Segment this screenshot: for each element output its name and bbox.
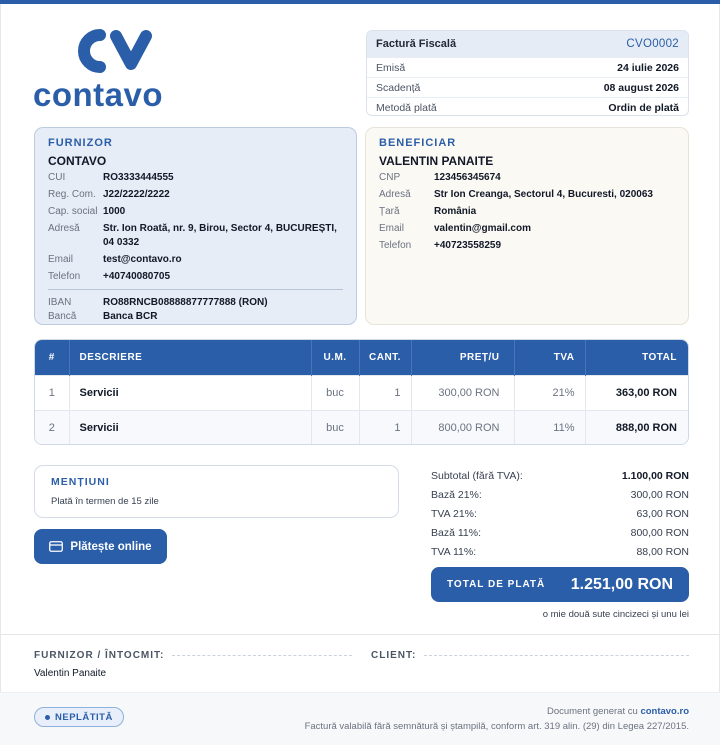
credit-card-icon — [49, 541, 63, 552]
items-table — [34, 339, 689, 445]
generated-prefix: Document generat cu — [546, 706, 638, 717]
field-label: Telefon — [379, 240, 412, 251]
cell-number: 1 — [35, 375, 69, 410]
col-header-number: # — [35, 340, 69, 375]
meta-label: Emisă — [376, 61, 406, 74]
supplier-box — [34, 127, 357, 325]
table-row — [35, 375, 689, 410]
total-label: Bază 11%: — [431, 526, 482, 539]
invoice-meta-box — [366, 30, 689, 116]
mentions-box — [34, 465, 399, 518]
field-value: Str Ion Creanga, Sectorul 4, Bucuresti, 020063 — [434, 189, 653, 200]
grand-total-label: TOTAL DE PLATĂ — [447, 579, 546, 590]
cell-unit: buc — [311, 375, 359, 410]
total-label: TVA 11%: — [431, 545, 477, 558]
field-value: RO3333444555 — [103, 172, 174, 183]
field-value: J22/2222/2222 — [103, 189, 170, 200]
total-value: 1.100,00 RON — [621, 469, 689, 482]
supplier-name: CONTAVO — [48, 154, 107, 168]
field-value: RO88RNCB08888877777888 (RON) — [103, 297, 268, 308]
invoice-due-date-row — [367, 77, 688, 97]
client-field — [379, 222, 675, 236]
field-value: 1000 — [103, 206, 126, 217]
col-header-description: DESCRIERE — [69, 340, 311, 375]
invoice-number: CVO0002 — [626, 38, 679, 50]
supplier-field — [48, 253, 343, 267]
status-text: NEPLĂTITĂ — [55, 711, 113, 723]
legal-note: Factură valabilă fără semnătură și ștampilă, conform art. 319 alin. (29) din Legea 227/2015. — [304, 721, 689, 732]
supplier-field — [48, 270, 343, 284]
base-21-row — [431, 485, 689, 504]
field-label: Reg. Com. — [48, 189, 96, 200]
field-label: CUI — [48, 172, 66, 183]
client-field — [379, 239, 675, 253]
meta-label: Scadență — [376, 81, 421, 94]
total-value: 800,00 RON — [630, 526, 689, 539]
invoice-payment-method-row — [367, 97, 688, 116]
field-label: CNP — [379, 172, 401, 183]
supplier-divider — [48, 289, 343, 290]
generated-note — [305, 704, 689, 719]
supplier-signature-label: FURNIZOR / ÎNTOCMIT: — [34, 649, 165, 661]
items-header-row — [35, 340, 689, 375]
field-value: Banca BCR — [103, 311, 158, 322]
section-divider — [0, 634, 720, 635]
grand-total-value: 1.251,00 RON — [570, 575, 673, 593]
total-value: 63,00 RON — [636, 507, 689, 520]
client-box — [365, 127, 689, 325]
field-label: Telefon — [48, 271, 81, 282]
total-value: 300,00 RON — [630, 488, 689, 501]
generated-brand-link[interactable]: contavo.ro — [640, 706, 689, 717]
mentions-heading: MENȚIUNI — [51, 476, 110, 488]
client-heading: BENEFICIAR — [379, 137, 457, 149]
field-value: Str. Ion Roată, nr. 9, Birou, Sector 4, BUCUREȘTI, 04 0332 — [103, 223, 337, 248]
col-header-total: TOTAL — [585, 340, 689, 375]
cell-unit-price: 800,00 RON — [411, 410, 514, 445]
contavo-logo — [33, 28, 183, 113]
total-label: TVA 21%: — [431, 507, 477, 520]
meta-value: 24 iulie 2026 — [617, 61, 679, 74]
total-value: 88,00 RON — [636, 545, 689, 558]
supplier-heading: FURNIZOR — [48, 137, 113, 149]
cell-quantity: 1 — [359, 410, 411, 445]
supplier-bank — [48, 310, 343, 324]
field-value: România — [434, 206, 477, 217]
col-header-unit-price: PREȚ/U — [411, 340, 514, 375]
signature-dashed-line — [172, 655, 352, 656]
footer-notes — [305, 704, 689, 734]
client-field — [379, 205, 675, 219]
vat-11-row — [431, 542, 689, 561]
totals-summary — [431, 466, 689, 561]
pay-online-button[interactable] — [34, 529, 167, 564]
status-dot-icon — [45, 715, 50, 720]
col-header-vat: TVA — [514, 340, 585, 375]
supplier-field — [48, 222, 343, 250]
client-signature-line — [371, 648, 689, 662]
invoice-issue-date-row — [367, 57, 688, 77]
client-signature-label: CLIENT: — [371, 649, 417, 661]
mentions-text: Plată în termen de 15 zile — [51, 496, 159, 507]
total-in-words: o mie două sute cincizeci și unu lei — [542, 609, 689, 620]
total-label: Subtotal (fără TVA): — [431, 469, 523, 482]
client-field — [379, 171, 675, 185]
cell-number: 2 — [35, 410, 69, 445]
field-label: Email — [48, 254, 74, 265]
cell-total: 363,00 RON — [585, 375, 689, 410]
supplier-signer-name: Valentin Panaite — [34, 668, 107, 679]
logo-wordmark: contavo — [33, 76, 164, 113]
meta-value: 08 august 2026 — [603, 81, 679, 94]
field-value: valentin@gmail.com — [434, 223, 531, 234]
signature-dashed-line — [424, 655, 689, 656]
footer — [0, 692, 720, 745]
cell-unit-price: 300,00 RON — [411, 375, 514, 410]
col-header-unit: U.M. — [311, 340, 359, 375]
cell-quantity: 1 — [359, 375, 411, 410]
client-field — [379, 188, 675, 202]
field-value: +40723558259 — [434, 240, 502, 251]
pay-online-label: Plătește online — [70, 540, 152, 553]
field-value: test@contavo.ro — [103, 254, 182, 265]
field-label: Adresă — [379, 189, 411, 200]
cell-unit: buc — [311, 410, 359, 445]
supplier-field — [48, 171, 343, 185]
total-label: Bază 21%: — [431, 488, 482, 501]
field-label: Țară — [379, 206, 400, 217]
cell-total: 888,00 RON — [585, 410, 689, 445]
invoice-meta-header — [367, 31, 688, 57]
supplier-field — [48, 188, 343, 202]
cell-vat: 21% — [514, 375, 585, 410]
invoice-title: Factură Fiscală — [376, 38, 457, 50]
field-label: Bancă — [48, 311, 77, 322]
field-value: +40740080705 — [103, 271, 171, 282]
supplier-field — [48, 205, 343, 219]
col-header-quantity: CANT. — [359, 340, 411, 375]
base-11-row — [431, 523, 689, 542]
field-label: Email — [379, 223, 405, 234]
meta-value: Ordin de plată — [608, 101, 679, 114]
cell-description: Servicii — [69, 410, 311, 445]
subtotal-row — [431, 466, 689, 485]
supplier-iban — [48, 296, 343, 310]
supplier-signature-line — [34, 648, 352, 662]
status-badge — [34, 707, 124, 727]
grand-total-box — [431, 567, 689, 602]
meta-label: Metodă plată — [376, 101, 437, 114]
logo-mark-icon — [70, 28, 180, 74]
cell-vat: 11% — [514, 410, 585, 445]
field-label: Cap. social — [48, 206, 98, 217]
field-label: IBAN — [48, 297, 72, 308]
field-value: 123456345674 — [434, 172, 501, 183]
vat-21-row — [431, 504, 689, 523]
table-row — [35, 410, 689, 445]
client-name: VALENTIN PANAITE — [379, 154, 494, 168]
field-label: Adresă — [48, 223, 80, 234]
cell-description: Servicii — [69, 375, 311, 410]
